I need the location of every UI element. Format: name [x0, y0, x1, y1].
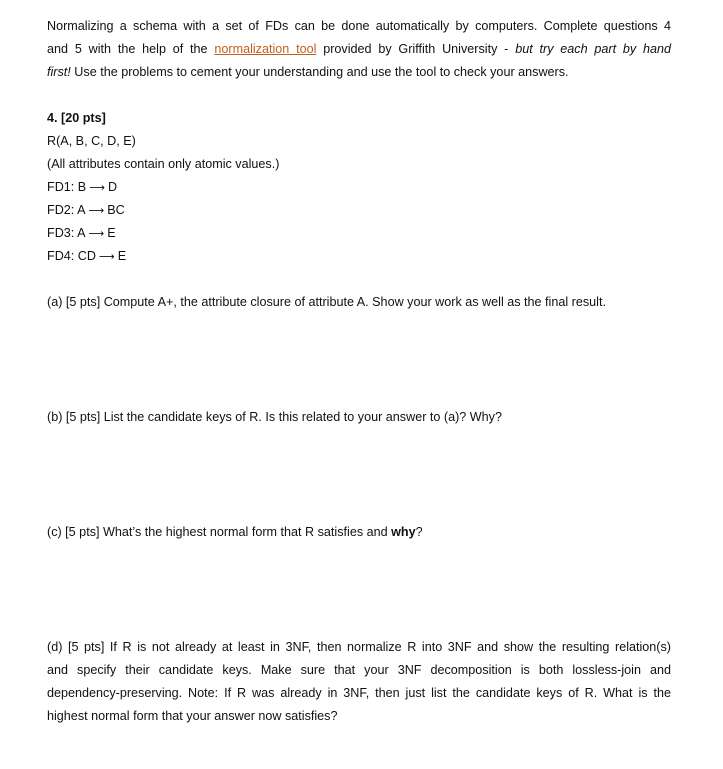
intro-text: Use the problems to cement your understanding and use the tool to check your answers. — [74, 65, 569, 79]
fd-3: FD3: A ⟶ E — [47, 226, 116, 240]
intro-text: and 5 with the help of the — [47, 42, 208, 56]
intro-italic-text: first! — [47, 65, 71, 79]
arrow-icon: ⟶ — [89, 182, 105, 194]
intro-text: provided by Griffith University - — [323, 42, 509, 56]
part-d-line-1: (d) [5 pts] If R is not already at least in 3NF, then normalize R into 3NF and show the resulting relation(s) — [47, 640, 671, 654]
arrow-icon: ⟶ — [88, 205, 105, 217]
part-b: (b) [5 pts] List the candidate keys of R. Is this related to your answer to (a)? Why? — [47, 410, 502, 424]
intro-line-3 — [47, 64, 569, 80]
fd-2: FD2: A ⟶ BC — [47, 203, 125, 217]
part-d-line-2: and specify their candidate keys. Make sure that your 3NF decomposition is both lossless-join and — [47, 663, 671, 677]
part-d-line-4: highest normal form that your answer now satisfies? — [47, 709, 338, 723]
emphasis-why: why — [391, 525, 416, 539]
attribute-note: (All attributes contain only atomic values.) — [47, 157, 280, 171]
intro-italic-text: but try each part by hand — [515, 42, 672, 56]
part-d-line-3: dependency-preserving. Note: If R was already in 3NF, then just list the candidate keys of R. What is the — [47, 686, 671, 700]
part-a: (a) [5 pts] Compute A+, the attribute closure of attribute A. Show your work as well as the final result. — [47, 295, 606, 309]
intro-line-1: Normalizing a schema with a set of FDs can be done automatically by computers. Complete questions 4 — [47, 19, 671, 33]
intro-line-2 — [47, 41, 671, 57]
fd-4: FD4: CD ⟶ E — [47, 249, 127, 263]
arrow-icon: ⟶ — [88, 228, 105, 240]
part-c: (c) [5 pts] What’s the highest normal form that R satisfies and why? — [47, 525, 423, 539]
arrow-icon: ⟶ — [98, 251, 115, 263]
question-header: 4. [20 pts] — [47, 111, 106, 125]
relation-schema: R(A, B, C, D, E) — [47, 134, 136, 148]
normalization-tool-link[interactable]: normalization tool — [214, 42, 317, 56]
fd-1: FD1: B ⟶ D — [47, 180, 118, 194]
